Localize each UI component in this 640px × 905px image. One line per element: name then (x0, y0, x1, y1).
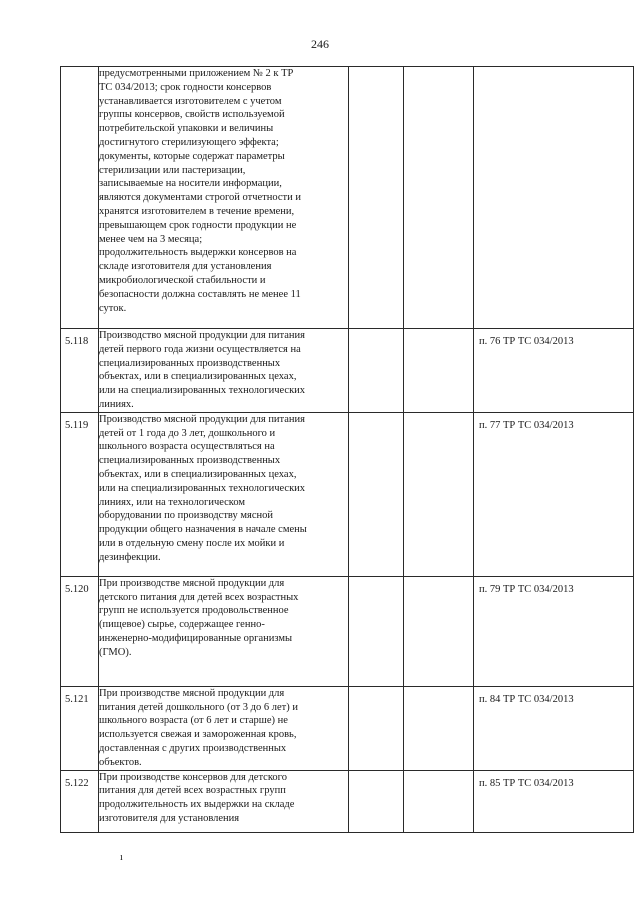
item-number: 5.118 (61, 329, 99, 413)
empty-cell (404, 67, 474, 329)
empty-cell (404, 770, 474, 832)
requirement-text (99, 412, 349, 576)
text-line: доставленная с других производственных (99, 742, 287, 754)
text-line: складе изготовителя для установления (99, 261, 272, 273)
text-line: (ГМО). (99, 646, 132, 658)
empty-cell (349, 329, 404, 413)
text-line: линиях. (99, 398, 134, 410)
text-line: инженерно-модифицированные организмы (99, 632, 293, 644)
text-line: потребительской упаковки и величины (99, 123, 274, 135)
text-line: продолжительность выдержки консервов на (99, 247, 297, 259)
table-row (61, 770, 634, 832)
text-line: Производство мясной продукции для питания (99, 413, 305, 425)
regulation-reference: п. 77 ТР ТС 034/2013 (474, 412, 634, 576)
text-line: безопасности должна составлять не менее 11 (99, 288, 301, 300)
requirement-text (99, 770, 349, 832)
item-number: 5.121 (61, 686, 99, 770)
text-line: изготовителя для установления (99, 812, 240, 824)
text-line: записываемые на носители информации, (99, 178, 282, 190)
text-line: детей первого года жизни осуществляется на (99, 343, 301, 355)
empty-cell (349, 686, 404, 770)
text-line: стерилизации или пастеризации, (99, 164, 246, 176)
page-number: 246 (311, 37, 329, 51)
text-line: школьного возраста осуществляться на (99, 441, 275, 453)
text-line: группы консервов, свойств используемой (99, 109, 285, 121)
text-line: документы, которые содержат параметры (99, 150, 285, 162)
table-row (61, 329, 634, 413)
empty-cell (349, 770, 404, 832)
item-number: 5.120 (61, 576, 99, 686)
text-line: продолжительность их выдержки на складе (99, 799, 295, 811)
requirement-text (99, 576, 349, 686)
empty-cell (404, 686, 474, 770)
regulation-reference: п. 85 ТР ТС 034/2013 (474, 770, 634, 832)
item-number: 5.122 (61, 770, 99, 832)
text-line: или на специализированных технологических (99, 385, 306, 397)
empty-cell (404, 329, 474, 413)
text-line: детей от 1 года до 3 лет, дошкольного и (99, 427, 276, 439)
table-row (61, 686, 634, 770)
empty-cell (349, 67, 404, 329)
text-line: хранятся изготовителем в течение времени, (99, 205, 295, 217)
empty-cell (349, 412, 404, 576)
text-line: или на специализированных технологических (99, 482, 306, 494)
text-line: дезинфекции. (99, 551, 161, 563)
text-line: детского питания для детей всех возрастных (99, 591, 299, 603)
text-line: питания для детей всех возрастных групп (99, 785, 286, 797)
text-line: Производство мясной продукции для питания (99, 330, 305, 341)
text-line: устанавливается изготовителем с учетом (99, 95, 282, 107)
text-line: объектов. (99, 756, 142, 768)
text-line: оборудовании по производству мясной (99, 510, 273, 522)
text-line: суток. (99, 302, 127, 314)
table-row (61, 576, 634, 686)
text-line: объектах, или в специализированных цехах, (99, 371, 297, 383)
text-line: достигнутого стерилизующего эффекта; (99, 136, 279, 148)
regulation-reference (474, 67, 634, 329)
regulation-reference: п. 76 ТР ТС 034/2013 (474, 329, 634, 413)
text-line: или в отдельную смену после их мойки и (99, 537, 285, 549)
text-line: школьного возраста (от 6 лет и старше) не (99, 715, 288, 727)
stray-mark: ı (120, 852, 123, 863)
text-line: микробиологической стабильности и (99, 274, 266, 286)
regulation-reference: п. 84 ТР ТС 034/2013 (474, 686, 634, 770)
item-number: 5.119 (61, 412, 99, 576)
text-line: менее чем на 3 месяца; (99, 233, 203, 245)
table-row (61, 67, 634, 329)
empty-cell (404, 412, 474, 576)
text-line: линиях, или на технологическом (99, 496, 246, 508)
requirement-text (99, 686, 349, 770)
text-line: специализированных производственных (99, 357, 281, 369)
text-line: используется свежая и замороженная кровь, (99, 729, 297, 741)
text-line: При производстве мясной продукции для (99, 687, 285, 699)
text-line: предусмотренными приложением № 2 к ТР (99, 68, 294, 79)
text-line: групп не используется продовольственное (99, 605, 289, 617)
text-line: являются документами строгой отчетности и (99, 192, 301, 204)
requirement-text (99, 329, 349, 413)
text-line: При производстве мясной продукции для (99, 577, 285, 589)
requirements-table (60, 66, 634, 833)
table-row (61, 412, 634, 576)
regulation-reference: п. 79 ТР ТС 034/2013 (474, 576, 634, 686)
text-line: продукции общего назначения в начале смены (99, 524, 307, 536)
text-line: превышающем срок годности продукции не (99, 219, 297, 231)
text-line: ТС 034/2013; срок годности консервов (99, 81, 272, 93)
requirement-text (99, 67, 349, 329)
text-line: специализированных производственных (99, 455, 281, 467)
text-line: питания детей дошкольного (от 3 до 6 лет) и (99, 701, 298, 713)
item-number (61, 67, 99, 329)
empty-cell (349, 576, 404, 686)
empty-cell (404, 576, 474, 686)
text-line: (пищевое) сырье, содержащее генно- (99, 619, 265, 631)
text-line: объектах, или в специализированных цехах, (99, 468, 297, 480)
text-line: При производстве консервов для детского (99, 771, 287, 783)
